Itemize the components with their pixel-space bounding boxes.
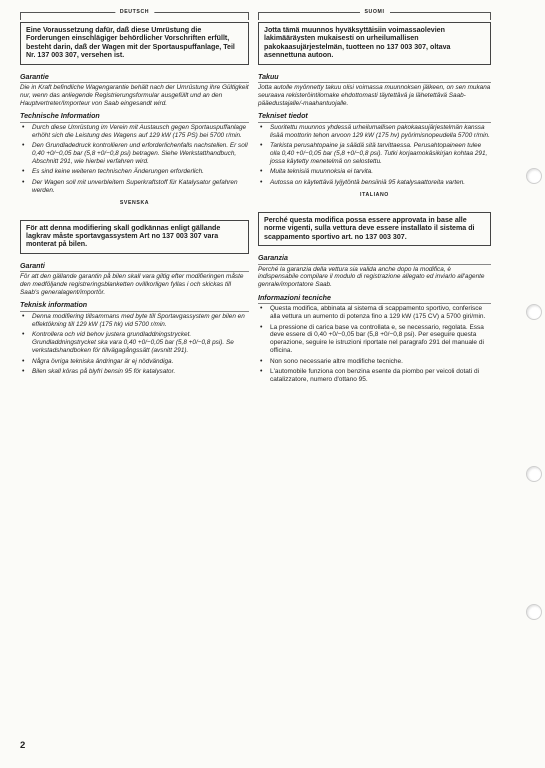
list-item: • Tarkista perusahtopaine ja säädä sitä tarvittaessa. Perusahtopaineen tulee olla 0,40 +0/−0,05 bar (5,8 +0/−0,8 psi). Tutki korjaamokäsikirjan kohtaa 291, jossa käytetty menetelmä on selostettu. [258,142,491,165]
list-item: • Der Wagen soll mit unverbleitem Superkraftstoff für Katalysator gefahren werden. [20,179,249,194]
requirement-box-italiano: Perché questa modifica possa essere approvata in base alle norme vigenti, sulla vettura deve essere installato il sistema di scappamento sportivo art. no 137 003 307. [258,212,491,246]
tech-list-suomi [258,124,491,187]
list-item: • Den Grundladedruck kontrollieren und erforderlichenfalls nachstellen. Er soll 0,40 +0/−0,05 bar (5,8 +0/−0,8 psi) betragen. Siehe Werkstatthandbuch, Abschnitt 291, wie hierbei verfahren wird. [20,142,249,165]
guarantee-text-suomi: Jotta autolle myönnetty takuu olisi voimassa muunnoksen jälkeen, on sen mukana seuraava rekisteröintilomake ehdottomasti täytettävä ja lähetettävä Saab-pääedustajalle/-maahantuojalle. [258,84,491,107]
punch-hole [526,168,542,184]
list-item: • Non sono necessarie altre modifiche tecniche. [258,358,491,366]
guarantee-heading-svenska: Garanti [20,262,249,273]
requirement-box-svenska: För att denna modifiering skall godkännas enligt gällande lagkrav måste sportavgassystem Art no 137 003 307 vara monterat på bilen. [20,220,249,254]
punch-hole [526,604,542,620]
list-item: • Några övriga tekniska ändringar är ej nödvändiga. [20,358,249,366]
list-item: • Denna modifiering tillsammans med byte till Sportavgassystem ger bilen en effektökning till 129 kW (175 hk) vid 5700 r/min. [20,313,249,328]
section-header-suomi [258,9,491,22]
page-number: 2 [20,740,26,751]
punch-hole [526,466,542,482]
section-italiano [258,212,491,384]
tech-list-svenska [20,313,249,376]
right-column [258,9,491,387]
tech-list-deutsch [20,124,249,195]
guarantee-heading-deutsch: Garantie [20,73,249,84]
section-header-deutsch [20,9,249,22]
list-item: • L'automobile funziona con benzina esente da piombo per veicoli dotati di catalizzatore, numero d'ottano 95. [258,368,491,383]
left-column [20,9,249,379]
punch-hole [526,304,542,320]
language-label-suomi: SUOMI [359,9,389,15]
guarantee-text-italiano: Perché la garanzia della vettura sia valida anche dopo la modifica, è indispensabile compilare il modulo di registrazione allegato ed inviarlo all'agente genrale/importatore Saab. [258,265,485,289]
language-label-deutsch: DEUTSCH [115,9,154,15]
tech-heading-deutsch: Technische Information [20,112,249,123]
guarantee-heading-italiano: Garanzia [258,254,491,265]
requirement-box-suomi: Jotta tämä muunnos hyväksyttäisiin voimassaolevien lakimääräysten mukaisesti on urheilumallisen pakokaasujärjestelmän, tuotteen no 137 003 307, oltava asennettuna autoon. [258,22,491,65]
tech-heading-svenska: Teknisk information [20,301,249,312]
guarantee-heading-suomi: Takuu [258,73,491,84]
requirement-box-deutsch: Eine Voraussetzung dafür, daß diese Umrüstung die Forderungen einschlägiger behördlicher Vorschriften erfüllt, besteht darin, daß der Wagen mit der Sportauspuffanlage, Teil Nr. 137 003 307, versehen ist. [20,22,249,65]
list-item: • Muita teknisiä muunnoksia ei tarvita. [258,168,491,176]
list-item: • Kontrollera och vid behov justera grundladdningstrycket. Grundladdningstrycket ska vara 0,40 +0/−0,05 bar (5,8 +0/−0,8 psi). Se verkstadshandboken för tillvägagångssätt (avsnitt 291). [20,331,249,354]
tech-list-italiano [258,305,491,383]
list-item: • Suoritettu muunnos yhdessä urheilumallisen pakokaasujärjestelmän kanssa lisää moottorin tehon arvoon 129 kW (175 hv) pyörimisnopeudella 5700 r/min. [258,124,491,139]
list-item: • La pressione di carica base va controllata e, se necessario, regolata. Essa deve essere di 0,40 +0/−0,05 bar (5,8 +0/−0,8 psi). Per eseguire questa operazione, seguire le istruzioni riportate nel paragrafo 291 del manuale di officina. [258,324,491,355]
guarantee-text-deutsch: Die in Kraft befindliche Wagengarantie behält nach der Umrüstung ihre Gültigkeit nur, wenn das anliegende Registrierungsformular ausgefüllt und an den Hauptvertreter/Importeur von Saab eingesandt wird. [20,84,249,107]
language-label-svenska: SVENSKA [20,200,249,206]
list-item: • Es sind keine weiteren technischen Änderungen erforderlich. [20,168,249,176]
tech-heading-italiano: Informazioni tecniche [258,294,491,305]
list-item: • Durch diese Umrüstung im Verein mit Austausch gegen Sportauspuffanlage erhöht sich die Leistung des Wagens auf 129 kW (175 PS) bei 5700 r/min. [20,124,249,139]
language-label-italiano: ITALIANO [258,192,491,198]
list-item: • Bilen skall köras på blyfri bensin 95 för katalysator. [20,368,249,376]
list-item: • Autossa on käytettävä lyijytöntä bensiiniä 95 katalysaattoreita varten. [258,179,491,187]
list-item: • Questa modifica, abbinata al sistema di scappamento sportivo, conferisce alla vettura un aumento di potenza fino a 129 kW (175 CV) a 5700 giri/min. [258,305,491,320]
tech-heading-suomi: Tekniset tiedot [258,112,491,123]
guarantee-text-svenska: För att den gällande garantin på bilen skall vara giltig efter modifieringen måste den medföljande registreringsblanketten ovillkorligen fyllas i och skickas till Saab's generalagent/importör. [20,273,244,296]
